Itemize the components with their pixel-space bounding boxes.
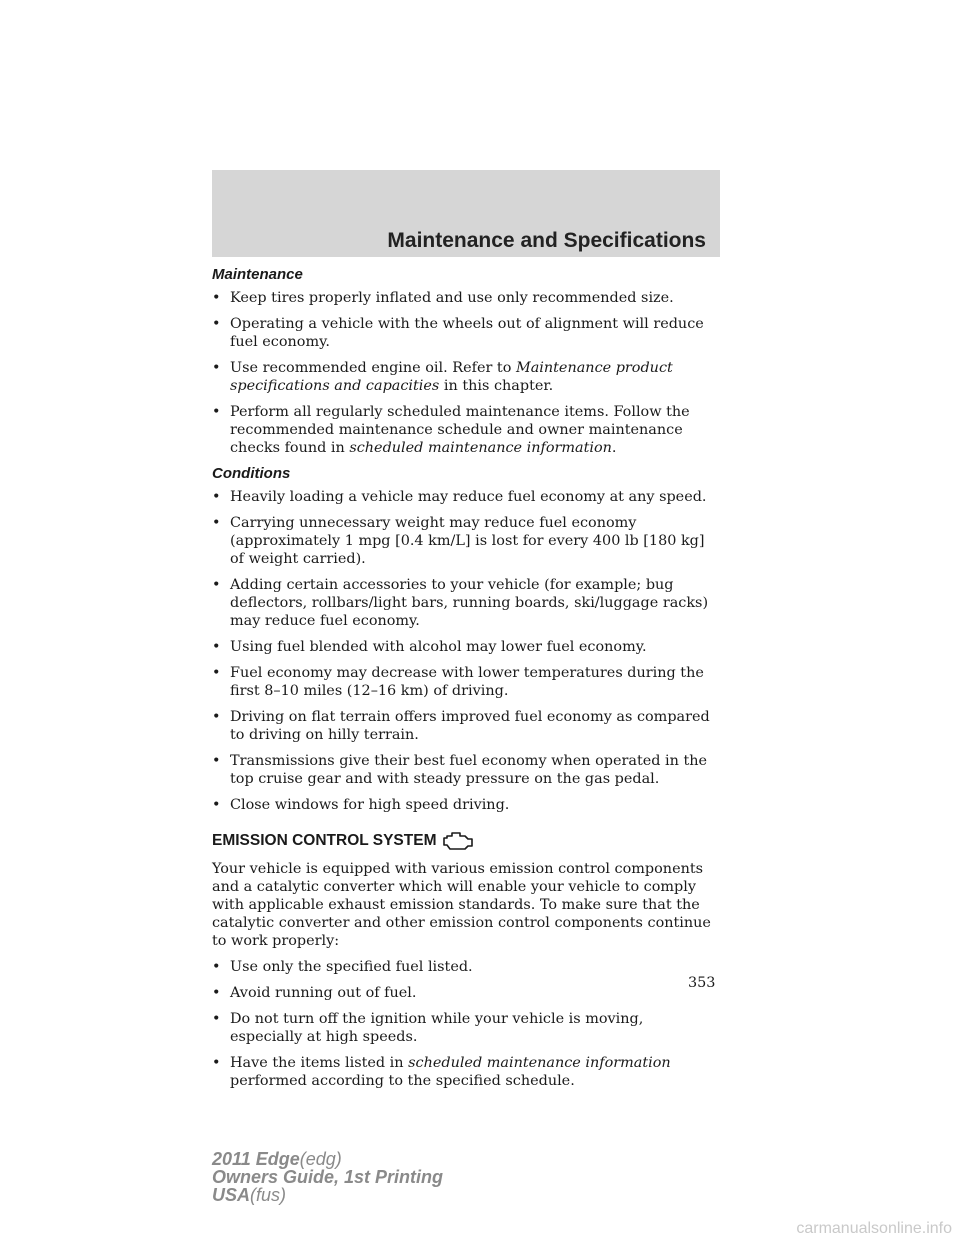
footer-model: 2011 Edge (212, 1149, 300, 1169)
footer-guide: Owners Guide, 1st Printing (212, 1167, 444, 1187)
conditions-list (212, 488, 720, 814)
conditions-heading: Conditions (212, 465, 291, 482)
list-item: • Adding certain accessories to your vehicle (for example; bug deflectors, rollbars/light bars, running boards, ski/luggage racks) may reduce fuel economy. (212, 577, 709, 629)
list-item: • Fuel economy may decrease with lower temperatures during the first 8–10 miles (12–16 km) of driving. (212, 665, 704, 699)
chapter-header (212, 170, 720, 257)
cross-reference: scheduled maintenance information (408, 1055, 671, 1071)
page-content (212, 266, 720, 1098)
page-number: 353 (688, 975, 716, 991)
list-item: • Use only the specified fuel listed. (212, 959, 473, 975)
cross-reference: Maintenance product specifications and capacities (230, 360, 673, 394)
cross-reference: scheduled maintenance information (349, 440, 612, 456)
footer-market: USA (212, 1185, 251, 1205)
footer-market-code: (fus) (250, 1185, 287, 1205)
list-item: • Close windows for high speed driving. (212, 797, 510, 813)
print-footer (212, 1150, 443, 1204)
emission-list (212, 958, 720, 1090)
list-item: • Have the items listed in scheduled maintenance information performed according to the specified schedule. (212, 1055, 671, 1089)
list-item: • Using fuel blended with alcohol may lower fuel economy. (212, 639, 647, 655)
maintenance-heading: Maintenance (212, 266, 303, 283)
emission-intro: Your vehicle is equipped with various emission control components and a catalytic converter which will enable your vehicle to comply with applicable exhaust emission standards. To make sure that the catalytic converter and other emission control components continue to work properly: (212, 861, 711, 949)
watermark: carmanualsonline.info (796, 1220, 952, 1237)
list-item: • Transmissions give their best fuel economy when operated in the top cruise gear and with steady pressure on the gas pedal. (212, 753, 708, 787)
list-item: • Avoid running out of fuel. (212, 985, 417, 1001)
emission-heading (212, 830, 720, 850)
list-item: • Carrying unnecessary weight may reduce fuel economy (approximately 1 mpg [0.4 km/L] is lost for every 400 lb [180 kg] of weight carried). (212, 515, 705, 567)
list-item: • Use recommended engine oil. Refer to Maintenance product specifications and capacities in this chapter. (212, 360, 673, 394)
list-item: • Perform all regularly scheduled maintenance items. Follow the recommended maintenance schedule and owner maintenance checks found in scheduled maintenance information. (212, 404, 690, 456)
list-item: • Do not turn off the ignition while your vehicle is moving, especially at high speeds. (212, 1011, 644, 1045)
emission-heading-text: EMISSION CONTROL SYSTEM (212, 832, 437, 849)
footer-model-code: (edg) (299, 1149, 342, 1169)
list-item: • Keep tires properly inflated and use only recommended size. (212, 290, 674, 306)
maintenance-list (212, 289, 720, 457)
list-item: • Operating a vehicle with the wheels out of alignment will reduce fuel economy. (212, 316, 704, 350)
list-item: • Heavily loading a vehicle may reduce fuel economy at any speed. (212, 489, 707, 505)
engine-icon (441, 830, 475, 850)
chapter-title: Maintenance and Specifications (387, 229, 706, 252)
list-item: • Driving on flat terrain offers improved fuel economy as compared to driving on hilly terrain. (212, 709, 710, 743)
